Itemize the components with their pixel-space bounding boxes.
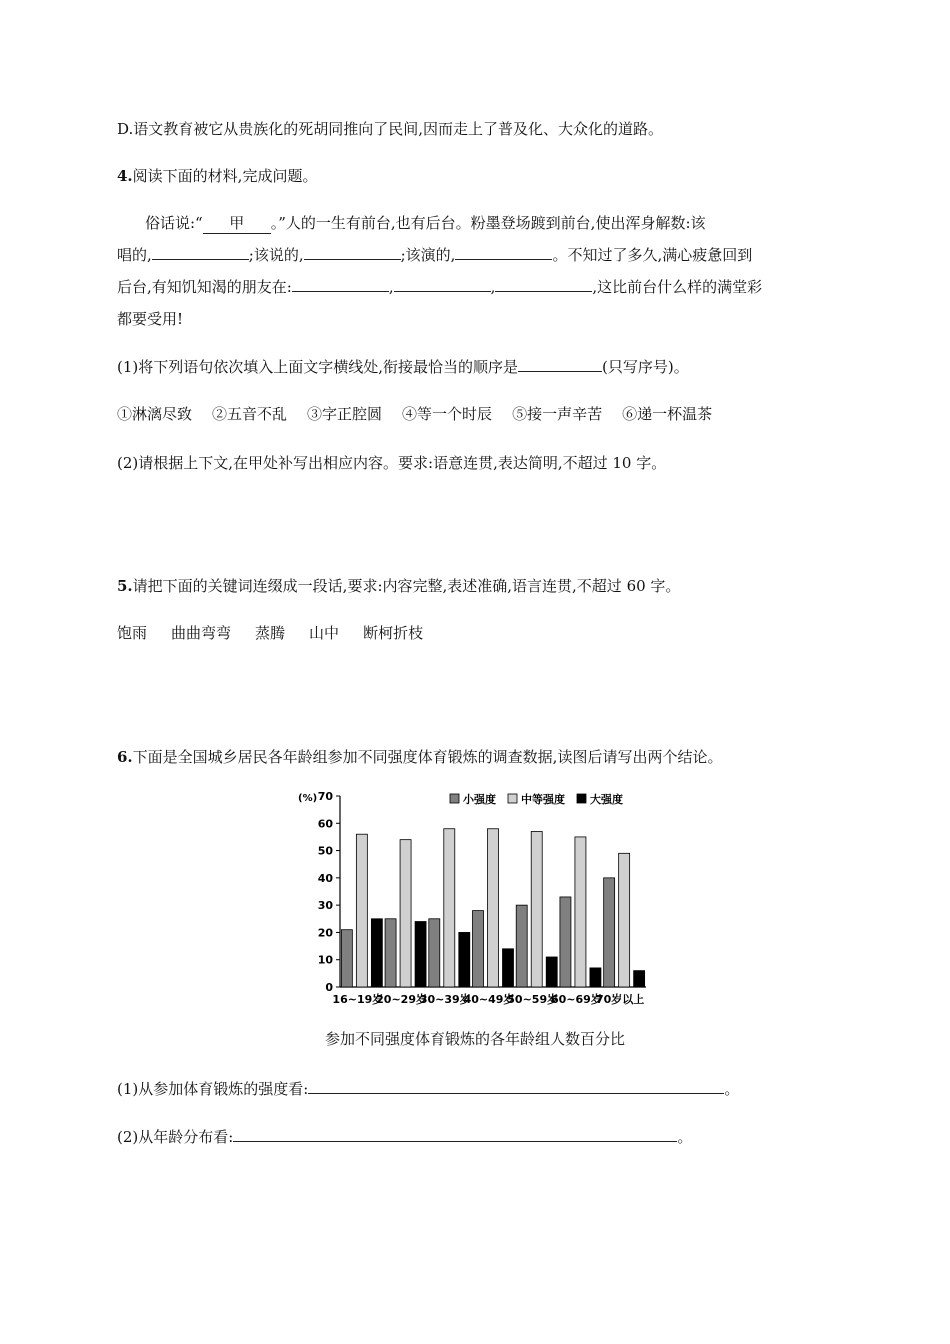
passage-line-1 — [145, 212, 706, 234]
y-axis-unit: (%) — [298, 793, 318, 804]
answer-blank-1[interactable] — [308, 1078, 724, 1094]
bar — [371, 919, 382, 987]
passage-text: 。不知过了多久,满心疲惫回到 — [552, 246, 753, 264]
passage-line-4: 都要受用! — [117, 310, 184, 328]
bar — [575, 837, 586, 987]
question-6-text: 下面是全国城乡居民各年龄组参加不同强度体育锻炼的调查数据,读图后请写出两个结论。 — [132, 748, 723, 766]
bar — [415, 922, 426, 987]
blank-5[interactable] — [394, 276, 491, 292]
question-6-sub-1 — [117, 1078, 739, 1099]
bar — [560, 897, 571, 987]
keyword: 蒸腾 — [255, 624, 286, 642]
passage-text: ;该演的, — [400, 246, 456, 264]
legend-swatch — [508, 794, 517, 803]
bar — [590, 968, 601, 987]
sub-question-text: (只写序号)。 — [602, 358, 689, 376]
passage-text: 。”人的一生有前台,也有后台。粉墨登场踱到前台,使出浑身解数:该 — [270, 214, 706, 232]
bar — [444, 829, 455, 987]
blank-4[interactable] — [292, 276, 389, 292]
bar — [400, 840, 411, 987]
bar — [531, 831, 542, 987]
answer-blank-2[interactable] — [233, 1126, 677, 1142]
bar — [503, 949, 514, 987]
option-list — [117, 403, 732, 424]
x-tick-label: 50~59岁 — [507, 993, 559, 1006]
keyword: 曲曲弯弯 — [171, 624, 232, 642]
blank-3[interactable] — [455, 244, 552, 260]
option-item: ⑥递一杯温茶 — [622, 405, 713, 423]
period-text: 。 — [724, 1080, 740, 1098]
y-tick-label: 60 — [317, 817, 333, 831]
option-item: ②五音不乱 — [212, 405, 288, 423]
question-6-number: 6. — [117, 748, 133, 766]
bar — [473, 911, 484, 987]
passage-text: 俗话说:“ — [145, 214, 203, 232]
question-4-sub-1 — [117, 356, 689, 377]
x-tick-label: 70岁以上 — [595, 993, 645, 1006]
order-answer-blank[interactable] — [518, 356, 602, 372]
y-tick-label: 0 — [325, 981, 333, 994]
bar — [459, 932, 470, 987]
option-d: D.语文教育被它从贵族化的死胡同推向了民间,因而走上了普及化、大众化的道路。 — [117, 120, 664, 138]
bar-chart-svg — [290, 788, 660, 1020]
blank-jia[interactable]: 甲 — [203, 212, 271, 234]
x-tick-label: 40~49岁 — [463, 993, 515, 1006]
legend-swatch — [577, 794, 586, 803]
question-6-prompt — [117, 746, 722, 767]
legend-swatch — [450, 794, 459, 803]
sub-question-text: (1)将下列语句依次填入上面文字横线处,衔接最恰当的顺序是 — [117, 358, 519, 376]
question-6-sub-2 — [117, 1126, 692, 1147]
x-tick-label: 60~69岁 — [551, 993, 602, 1006]
bar — [619, 853, 630, 987]
question-4-prompt — [117, 165, 317, 186]
option-item: ⑤接一声辛苦 — [512, 405, 603, 423]
y-tick-label: 70 — [317, 790, 333, 803]
question-4-text: 阅读下面的材料,完成问题。 — [132, 167, 318, 185]
x-tick-label: 30~39岁 — [419, 993, 471, 1006]
y-tick-label: 10 — [317, 953, 333, 967]
keyword: 断柯折枝 — [363, 624, 424, 642]
bar — [356, 834, 367, 987]
keyword: 饱雨 — [117, 624, 148, 642]
bar — [341, 930, 352, 987]
question-5-prompt — [117, 575, 680, 596]
passage-line-2 — [117, 244, 752, 265]
legend-label: 中等强度 — [521, 793, 565, 806]
x-tick-label: 20~29岁 — [376, 993, 427, 1006]
period-text: 。 — [677, 1128, 693, 1146]
passage-text: , — [388, 278, 394, 296]
y-tick-label: 40 — [317, 871, 333, 885]
question-5-text: 请把下面的关键词连缀成一段话,要求:内容完整,表述准确,语言连贯,不超过 60 字。 — [132, 577, 681, 595]
passage-text: ,这比前台什么样的满堂彩 — [592, 278, 763, 296]
blank-1[interactable] — [152, 244, 249, 260]
question-4-sub-2: (2)请根据上下文,在甲处补写出相应内容。要求:语意连贯,表达简明,不超过 10 字。 — [117, 454, 667, 472]
y-tick-label: 30 — [317, 899, 333, 913]
bar — [429, 919, 440, 987]
y-tick-label: 50 — [317, 844, 333, 858]
bar-chart — [290, 788, 660, 1020]
option-item: ①淋漓尽致 — [117, 405, 193, 423]
option-item: ③字正腔圆 — [307, 405, 383, 423]
bar — [634, 971, 645, 987]
sub-question-text: (2)从年龄分布看: — [117, 1128, 234, 1146]
bar — [516, 905, 527, 987]
chart-caption: 参加不同强度体育锻炼的各年龄组人数百分比 — [324, 1030, 625, 1048]
bar — [546, 957, 557, 987]
passage-text: 后台,有知饥知渴的朋友在: — [117, 278, 292, 296]
blank-6[interactable] — [495, 276, 592, 292]
x-tick-label: 16~19岁 — [332, 993, 384, 1006]
question-4-number: 4. — [117, 167, 133, 185]
bar — [488, 829, 499, 987]
keyword: 山中 — [309, 624, 340, 642]
passage-text: ;该说的, — [248, 246, 304, 264]
blank-2[interactable] — [304, 244, 401, 260]
question-5-number: 5. — [117, 577, 133, 595]
option-item: ④等一个时辰 — [402, 405, 493, 423]
y-tick-label: 20 — [317, 926, 333, 940]
bar — [604, 878, 615, 987]
legend-label: 大强度 — [590, 793, 623, 806]
passage-text: , — [490, 278, 496, 296]
legend-label: 小强度 — [463, 793, 496, 806]
sub-question-text: (1)从参加体育锻炼的强度看: — [117, 1080, 309, 1098]
keyword-list — [117, 622, 447, 643]
passage-line-3 — [117, 276, 762, 297]
passage-text: 唱的, — [117, 246, 152, 264]
bar — [385, 919, 396, 987]
